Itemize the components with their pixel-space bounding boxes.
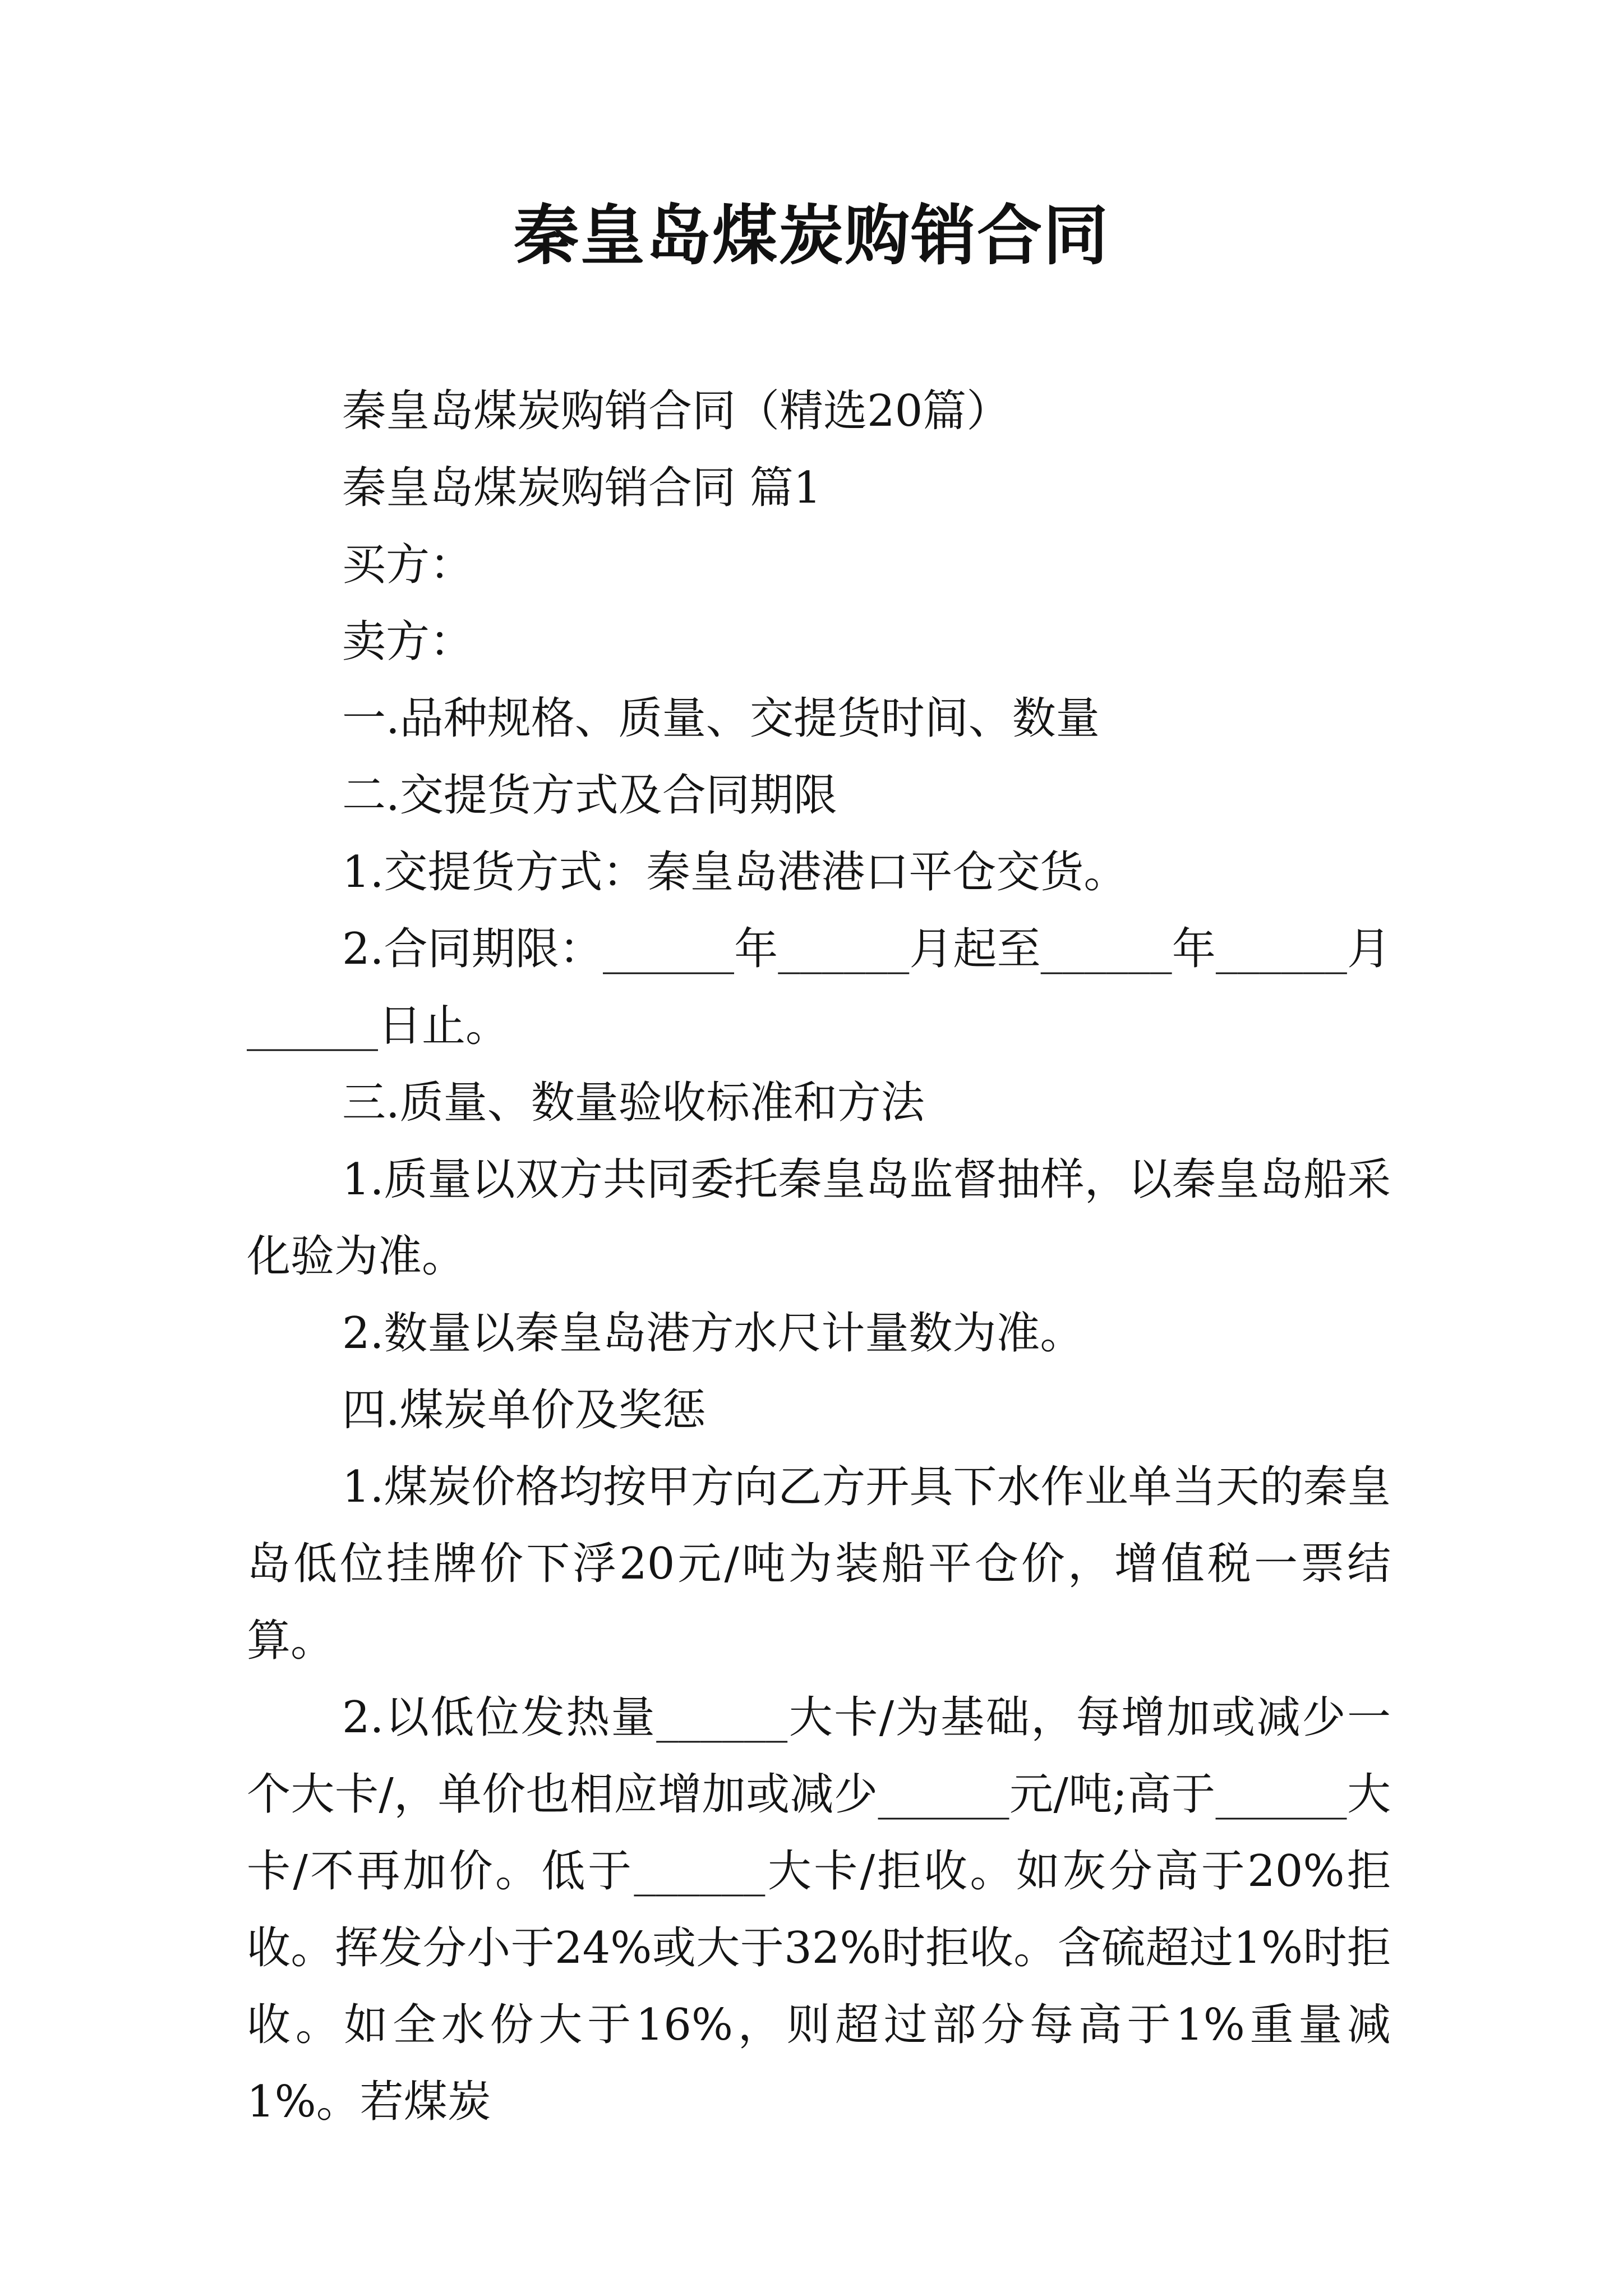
- paragraph-clause-4: 四.煤炭单价及奖惩: [342, 1385, 706, 1435]
- paragraph-clause-1: 一.品种规格、质量、交提货时间、数量: [342, 693, 1100, 744]
- paragraph-clause-3: 三.质量、数量验收标准和方法: [342, 1078, 925, 1128]
- document-body: [247, 373, 1391, 2141]
- paragraph-quality: 1.质量以双方共同委托秦皇岛监督抽样，以秦皇岛船采化验为准。: [247, 1154, 1391, 1282]
- paragraph-buyer: 买方：: [342, 540, 474, 590]
- document-title: 秦皇岛煤炭购销合同: [514, 197, 1109, 274]
- paragraph-delivery-method: 1.交提货方式：秦皇岛港港口平仓交货。: [342, 847, 1128, 898]
- paragraph-section-heading: 秦皇岛煤炭购销合同 篇1: [342, 463, 822, 513]
- paragraph-calorific: 2.以低位发热量______大卡/为基础，每增加或减少一个大卡/，单价也相应增加或减少______元/吨;高于______大卡/不再加价。低于______大卡/拒收。如灰分高于20%拒收。挥发分小于24%或大于32%时拒收。含硫超过1%时拒收。如全水份大于16%，则超过部分每高于1%重量减1%。若煤炭: [247, 1692, 1391, 2127]
- paragraph-seller: 卖方：: [342, 616, 474, 667]
- paragraph-clause-2: 二.交提货方式及合同期限: [342, 770, 837, 821]
- paragraph-price: 1.煤炭价格均按甲方向乙方开具下水作业单当天的秦皇岛低位挂牌价下浮20元/吨为装船平仓价，增值税一票结算。: [247, 1462, 1391, 1666]
- paragraph-subtitle: 秦皇岛煤炭购销合同（精选20篇）: [342, 386, 1011, 436]
- paragraph-contract-term: 2.合同期限：______年______月起至______年______月______日止。: [247, 924, 1391, 1051]
- paragraph-quantity: 2.数量以秦皇岛港方水尺计量数为准。: [342, 1308, 1084, 1359]
